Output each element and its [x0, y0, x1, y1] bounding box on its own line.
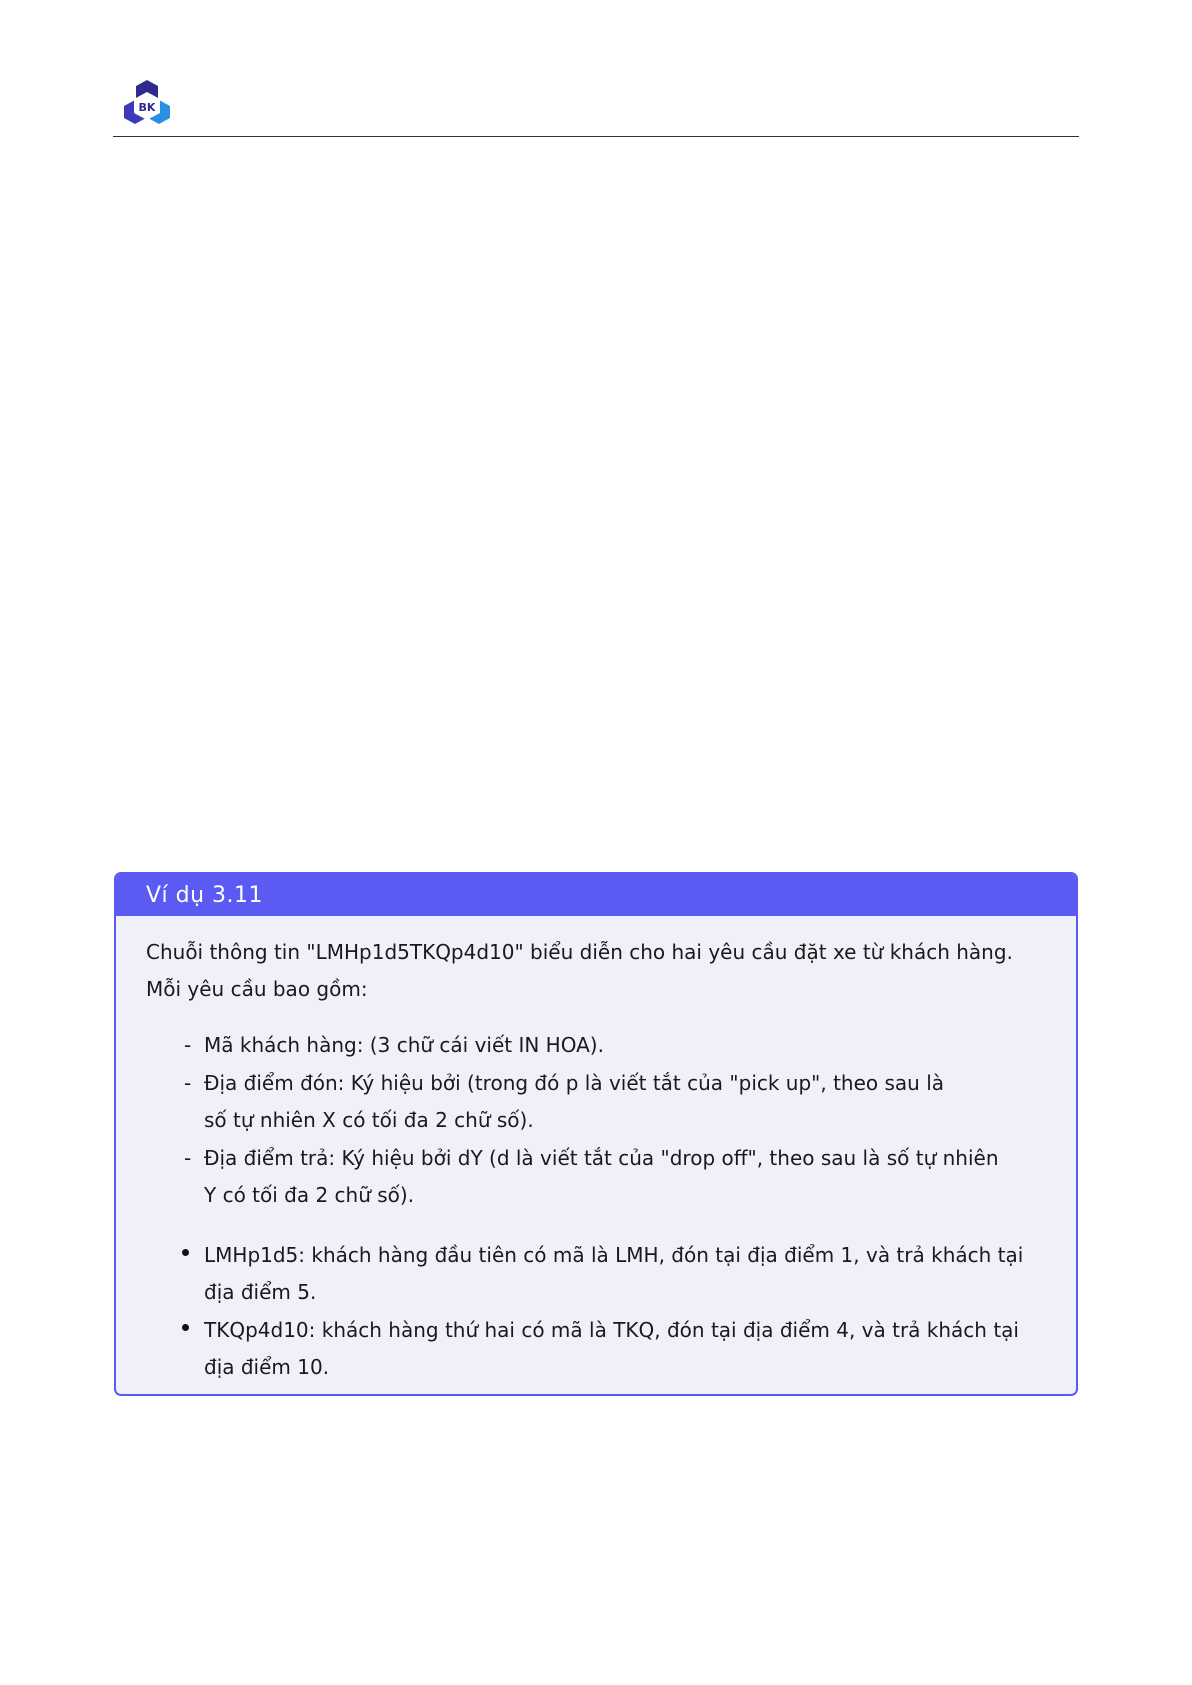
intro-line-2: Mỗi yêu cầu bao gồm: [146, 977, 368, 1001]
bullet-icon [182, 1249, 189, 1256]
example-title: Ví dụ 3.11 [146, 883, 264, 908]
bullet-2-line-2: địa điểm 10. [204, 1355, 330, 1379]
example-title-bar [116, 874, 1076, 916]
item-1-line-1: Mã khách hàng: (3 chữ cái viết IN HOA). [204, 1033, 604, 1057]
bullet-1-line-2: địa điểm 5. [204, 1280, 317, 1304]
item-3-line-1: Địa điểm trả: Ký hiệu bởi dY (d là viết tắt của "drop off", theo sau là số tự nhiên [204, 1146, 999, 1170]
bullet-icon [182, 1324, 189, 1331]
example-box [114, 872, 1078, 1396]
logo-text: BK [138, 101, 156, 114]
item-dash: - [184, 1071, 192, 1095]
bk-university-logo [122, 78, 172, 128]
item-dash: - [184, 1033, 192, 1057]
item-2-line-1: Địa điểm đón: Ký hiệu bởi (trong đó p là viết tắt của "pick up", theo sau là [204, 1071, 945, 1095]
bullet-2-line-1: TKQp4d10: khách hàng thứ hai có mã là TKQ, đón tại địa điểm 4, và trả khách tại [204, 1318, 1019, 1342]
intro-line-1: Chuỗi thông tin "LMHp1d5TKQp4d10" biểu diễn cho hai yêu cầu đặt xe từ khách hàng. [146, 940, 1013, 964]
item-dash: - [184, 1146, 192, 1170]
item-3-line-2: Y có tối đa 2 chữ số). [204, 1183, 415, 1207]
header-rule [113, 136, 1079, 137]
bullet-1-line-1: LMHp1d5: khách hàng đầu tiên có mã là LMH, đón tại địa điểm 1, và trả khách tại [204, 1243, 1024, 1267]
item-2-line-2: số tự nhiên X có tối đa 2 chữ số). [204, 1108, 534, 1132]
